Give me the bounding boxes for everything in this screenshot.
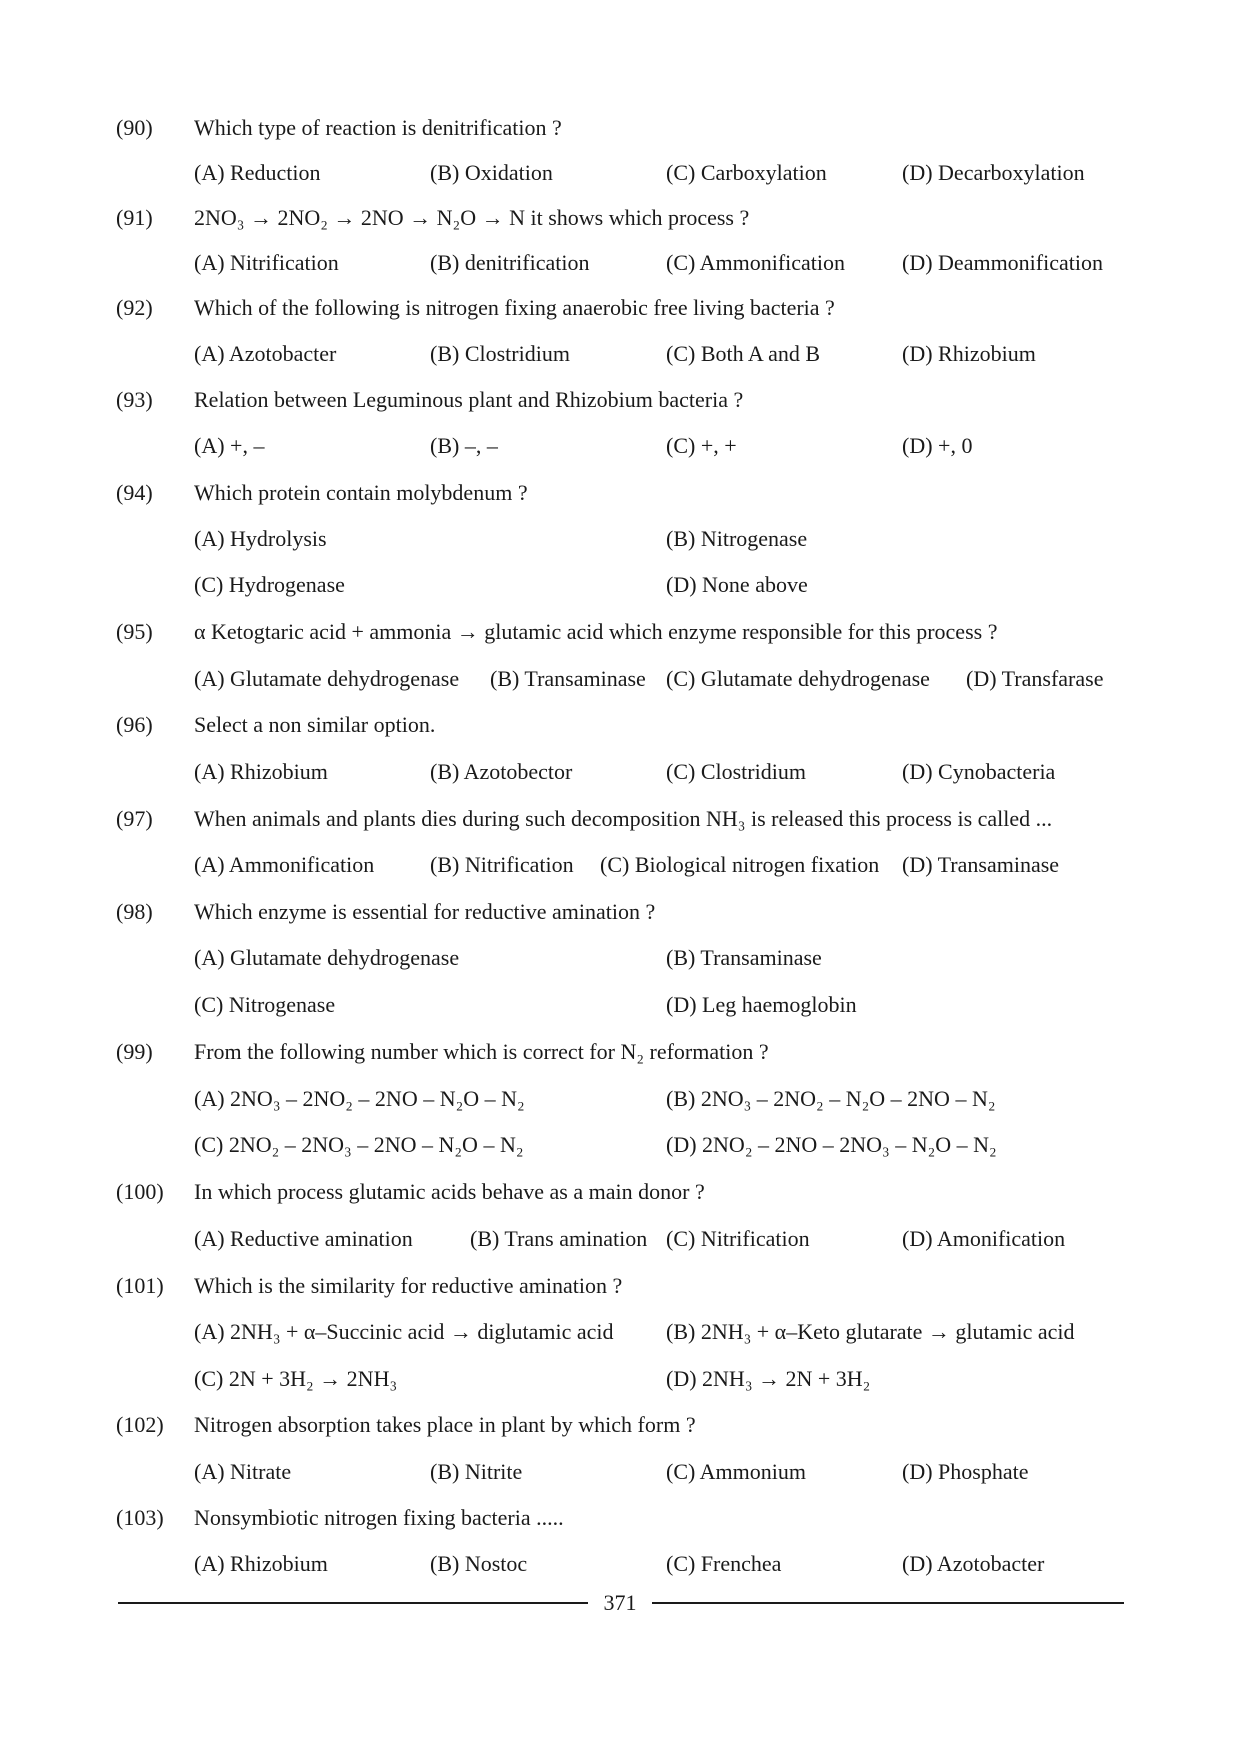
options-row — [0, 429, 1240, 463]
option-c: (C) Glutamate dehydrogenase — [666, 666, 930, 691]
option-c: (C) Biological nitrogen fixation — [600, 852, 880, 877]
question-row — [0, 111, 1240, 145]
question-row — [0, 1501, 1240, 1535]
option-b: (B) Oxidation — [430, 160, 553, 185]
option-b: (B) Nitrification — [430, 852, 574, 877]
question-row — [0, 1035, 1240, 1069]
option-d: (D) Deammonification — [902, 250, 1103, 275]
option-a: (A) Reductive amination — [194, 1226, 413, 1251]
option-a: (A) Rhizobium — [194, 1551, 328, 1576]
options-row — [0, 1455, 1240, 1489]
option-b: (B) –, – — [430, 433, 498, 458]
option-c: (C) Frenchea — [666, 1551, 782, 1576]
options-row — [0, 662, 1240, 696]
question-text: In which process glutamic acids behave as a main donor ? — [194, 1179, 705, 1204]
question-number: (100) — [116, 1179, 164, 1204]
page-number: 371 — [603, 1590, 637, 1615]
footer-rule-right — [652, 1602, 1124, 1604]
question-number: (98) — [116, 899, 153, 924]
option-d: (D) +, 0 — [902, 433, 973, 458]
option-b: (B) Azotobector — [430, 759, 573, 784]
question-row — [0, 1269, 1240, 1303]
question-number: (103) — [116, 1505, 164, 1530]
options-row — [0, 1128, 1240, 1162]
footer-rule-left — [118, 1602, 588, 1604]
option-d: (D) 2NO₂ – 2NO – 2NO₃ – N₂O – N₂ — [666, 1132, 997, 1157]
option-a: (A) 2NH₃ + α–Succinic acid → diglutamic acid — [194, 1319, 614, 1344]
options-row — [0, 522, 1240, 556]
option-a: (A) +, – — [194, 433, 265, 458]
question-row — [0, 1408, 1240, 1442]
question-text: Relation between Leguminous plant and Rhizobium bacteria ? — [194, 387, 744, 412]
options-row — [0, 156, 1240, 190]
question-text: From the following number which is correct for N₂ reformation ? — [194, 1039, 769, 1064]
option-b: (B) Transaminase — [666, 945, 822, 970]
option-c: (C) 2N + 3H₂ → 2NH₃ — [194, 1366, 398, 1391]
option-d: (D) Cynobacteria — [902, 759, 1056, 784]
question-number: (90) — [116, 115, 153, 140]
options-row — [0, 1362, 1240, 1396]
option-c: (C) 2NO₂ – 2NO₃ – 2NO – N₂O – N₂ — [194, 1132, 524, 1157]
question-row — [0, 1175, 1240, 1209]
question-number: (99) — [116, 1039, 153, 1064]
option-b: (B) denitrification — [430, 250, 590, 275]
option-b: (B) Nostoc — [430, 1551, 528, 1576]
option-d: (D) Amonification — [902, 1226, 1066, 1251]
options-row — [0, 568, 1240, 602]
option-c: (C) Both A and B — [666, 341, 821, 366]
option-d: (D) Rhizobium — [902, 341, 1036, 366]
option-d: (D) 2NH₃ → 2N + 3H₂ — [666, 1366, 871, 1391]
option-a: (A) Nitrification — [194, 250, 339, 275]
question-text: Nonsymbiotic nitrogen fixing bacteria ..... — [194, 1505, 564, 1530]
question-text: Select a non similar option. — [194, 712, 436, 737]
option-a: (A) Hydrolysis — [194, 526, 327, 551]
option-c: (C) Ammonium — [666, 1459, 806, 1484]
question-text: Which is the similarity for reductive amination ? — [194, 1273, 623, 1298]
question-number: (93) — [116, 387, 153, 412]
question-text: Which of the following is nitrogen fixing anaerobic free living bacteria ? — [194, 295, 835, 320]
question-number: (91) — [116, 205, 153, 230]
question-text: Which enzyme is essential for reductive amination ? — [194, 899, 656, 924]
option-c: (C) Hydrogenase — [194, 572, 345, 597]
question-number: (97) — [116, 806, 153, 831]
option-c: (C) Nitrification — [666, 1226, 810, 1251]
question-number: (92) — [116, 295, 153, 320]
option-b: (B) 2NH₃ + α–Keto glutarate → glutamic acid — [666, 1319, 1075, 1344]
option-c: (C) Clostridium — [666, 759, 806, 784]
question-row — [0, 895, 1240, 929]
option-c: (C) Carboxylation — [666, 160, 827, 185]
option-d: (D) Phosphate — [902, 1459, 1029, 1484]
option-b: (B) Transaminase — [490, 666, 646, 691]
question-number: (96) — [116, 712, 153, 737]
question-number: (94) — [116, 480, 153, 505]
question-row — [0, 476, 1240, 510]
option-d: (D) Decarboxylation — [902, 160, 1085, 185]
options-row — [0, 941, 1240, 975]
option-d: (D) Leg haemoglobin — [666, 992, 857, 1017]
question-number: (102) — [116, 1412, 164, 1437]
options-row — [0, 246, 1240, 280]
option-a: (A) Glutamate dehydrogenase — [194, 945, 460, 970]
question-text: Which protein contain molybdenum ? — [194, 480, 528, 505]
question-row — [0, 615, 1240, 649]
option-d: (D) Transaminase — [902, 852, 1060, 877]
question-text: α Ketogtaric acid + ammonia → glutamic acid which enzyme responsible for this process ? — [194, 619, 998, 644]
option-a: (A) Nitrate — [194, 1459, 292, 1484]
options-row — [0, 848, 1240, 882]
question-row — [0, 802, 1240, 836]
options-row — [0, 1222, 1240, 1256]
question-row — [0, 383, 1240, 417]
options-row — [0, 1315, 1240, 1349]
options-row — [0, 1082, 1240, 1116]
option-b: (B) 2NO₃ – 2NO₂ – N₂O – 2NO – N₂ — [666, 1086, 996, 1111]
option-a: (A) Azotobacter — [194, 341, 337, 366]
option-c: (C) Ammonification — [666, 250, 846, 275]
option-a: (A) Glutamate dehydrogenase — [194, 666, 460, 691]
option-a: (A) Reduction — [194, 160, 321, 185]
option-b: (B) Nitrite — [430, 1459, 523, 1484]
question-number: (101) — [116, 1273, 164, 1298]
question-text: 2NO₃ → 2NO₂ → 2NO → N₂O → N it shows which process ? — [194, 205, 750, 230]
option-b: (B) Nitrogenase — [666, 526, 808, 551]
question-text: When animals and plants dies during such decomposition NH₃ is released this process is called ... — [194, 806, 1053, 831]
option-c: (C) Nitrogenase — [194, 992, 336, 1017]
options-row — [0, 755, 1240, 789]
option-c: (C) +, + — [666, 433, 737, 458]
option-b: (B) Trans amination — [470, 1226, 648, 1251]
option-d: (D) Azotobacter — [902, 1551, 1045, 1576]
option-d: (D) None above — [666, 572, 808, 597]
question-number: (95) — [116, 619, 153, 644]
question-row — [0, 291, 1240, 325]
question-row — [0, 201, 1240, 235]
question-row — [0, 708, 1240, 742]
option-d: (D) Transfarase — [966, 666, 1104, 691]
option-b: (B) Clostridium — [430, 341, 570, 366]
options-row — [0, 337, 1240, 371]
question-text: Nitrogen absorption takes place in plant by which form ? — [194, 1412, 696, 1437]
question-text: Which type of reaction is denitrification ? — [194, 115, 562, 140]
option-a: (A) Rhizobium — [194, 759, 328, 784]
option-a: (A) 2NO₃ – 2NO₂ – 2NO – N₂O – N₂ — [194, 1086, 525, 1111]
option-a: (A) Ammonification — [194, 852, 375, 877]
options-row — [0, 988, 1240, 1022]
options-row — [0, 1547, 1240, 1581]
